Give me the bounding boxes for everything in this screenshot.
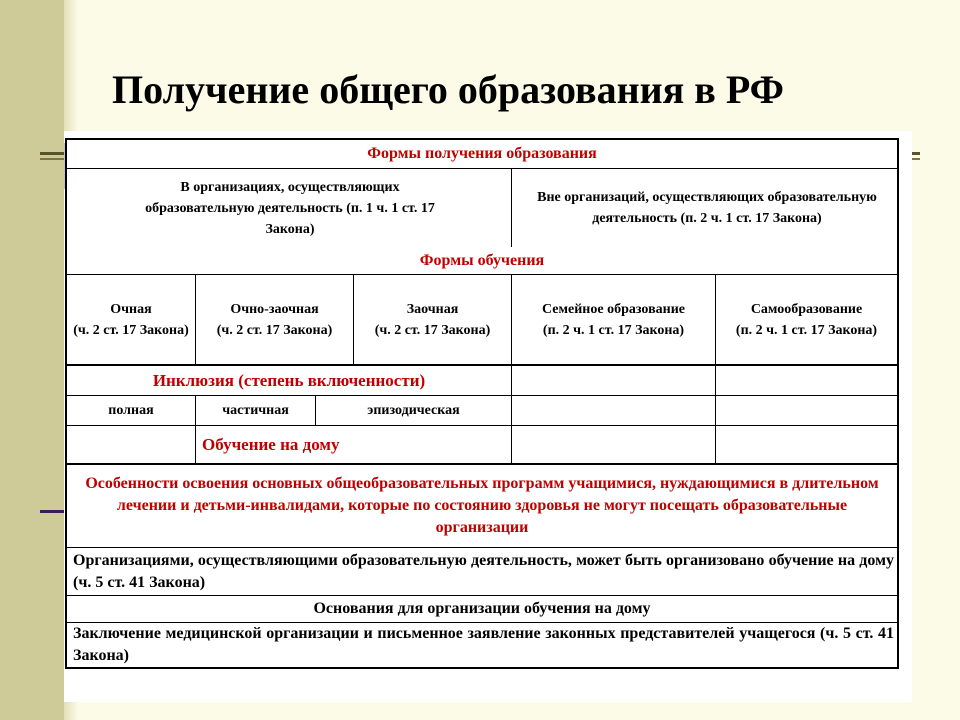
inclusion-header: Инклюзия (степень включенности) (152, 370, 426, 390)
form-cell-family-education (512, 275, 715, 364)
form-ref: (ч. 2 ст. 17 Закона) (216, 322, 333, 338)
table-border-bottom (65, 667, 899, 669)
form-ref: (п. 2 ч. 1 ст. 17 Закона) (542, 322, 685, 338)
grounds-text-body: Заключение медицинской организации и письменное заявление законных представителей учащегося (ч. 5 ст. 41 Закона) (73, 625, 894, 664)
inclusion-level-full: полная (108, 403, 154, 418)
grounds-header: Основания для организации обучения на дому (313, 600, 651, 617)
features-paragraph: Особенности освоения основных общеобразовательных программ учащимися, нуждающимися в длительном лечении и детьми-инвалидами, которые по состоянию здоровья не могут посещать образовательные организации (85, 475, 879, 536)
features-text (67, 465, 897, 547)
inclusion-level-partial: частичная (222, 403, 289, 418)
forms-education-header: Формы получения образования (367, 145, 597, 162)
grounds-text (67, 623, 897, 667)
form-name: Заочная (406, 301, 459, 317)
form-cell-part-time (196, 275, 353, 364)
form-name: Семейное образование (542, 301, 685, 317)
in-organizations-cell: В организациях, осуществляющих образовательную деятельность (п. 1 ч. 1 ст. 17 Закона) (145, 179, 435, 237)
form-ref: (ч. 2 ст. 17 Закона) (374, 322, 491, 338)
form-cell-extramural (354, 275, 511, 364)
form-cell-self-education (716, 275, 897, 364)
table-border-right (897, 138, 899, 669)
out-of-organizations-cell: Вне организаций, осуществляющих образовательную деятельность (п. 2 ч. 1 ст. 17 Закона) (537, 190, 877, 226)
inclusion-level-episodic: эпизодическая (367, 403, 460, 418)
home-learning-label: Обучение на дому (202, 434, 340, 454)
form-name: Очная (110, 301, 152, 317)
slide-side-band (0, 0, 64, 720)
form-ref: (ч. 2 ст. 17 Закона) (73, 322, 189, 338)
form-ref: (п. 2 ч. 1 ст. 17 Закона) (735, 322, 878, 338)
slide-title: Получение общего образования в РФ (112, 67, 785, 112)
form-cell-full-time (67, 275, 195, 364)
form-name: Самообразование (750, 301, 863, 317)
organizations-note (67, 548, 897, 595)
forms-study-header: Формы обучения (419, 252, 545, 269)
accent-rule (40, 510, 64, 513)
organizations-note-text: Организациями, осуществляющими образовательную деятельность, может быть организовано обучение на дому (ч. 5 ст. 41 Закона) (73, 551, 894, 591)
document-image (64, 131, 912, 702)
education-forms-table (65, 138, 899, 669)
column-divider (511, 169, 512, 247)
form-name: Очно-заочная (230, 301, 319, 317)
